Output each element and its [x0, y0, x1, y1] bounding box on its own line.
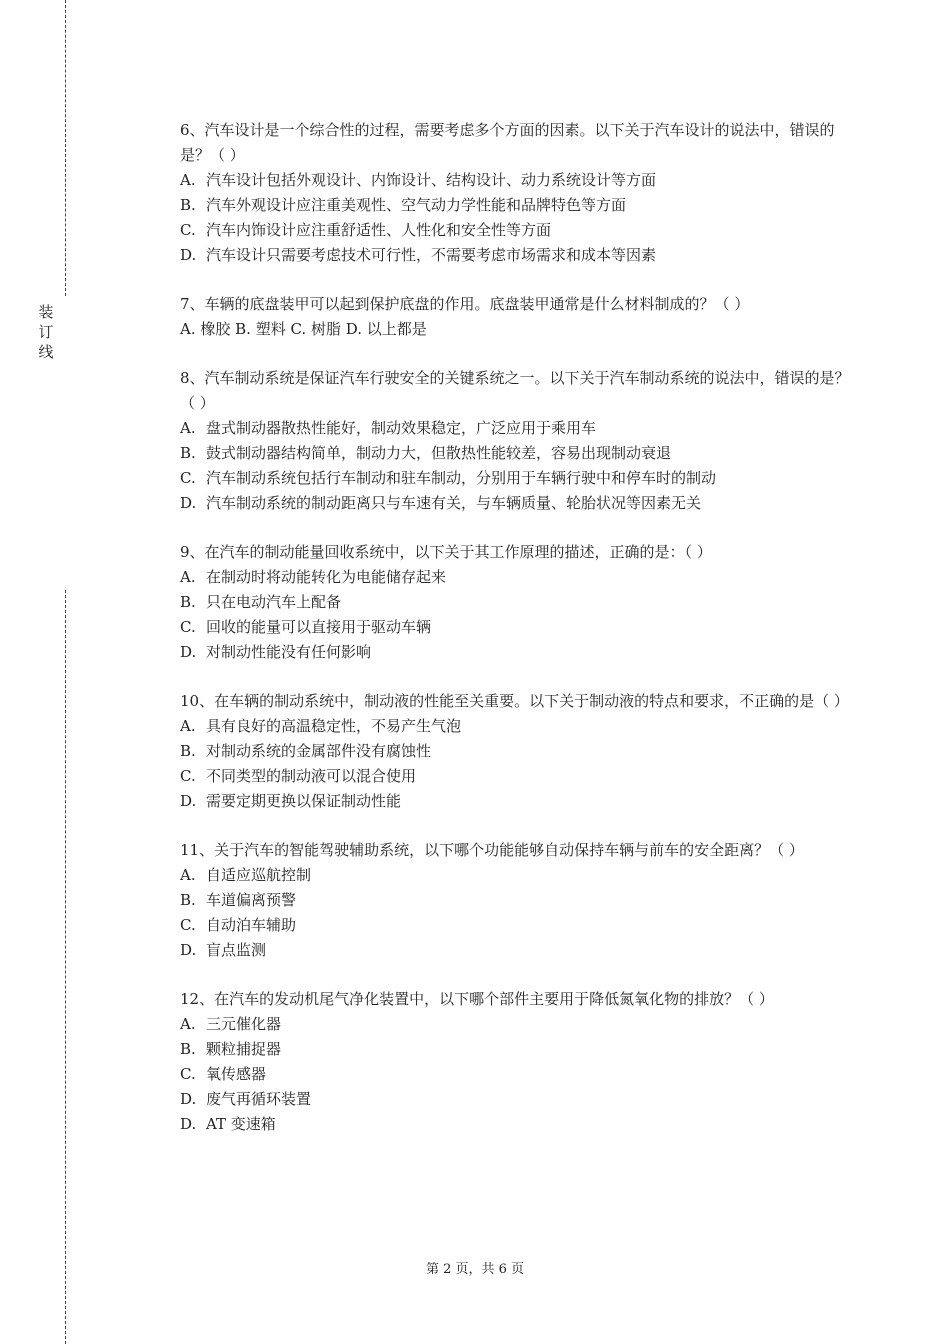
option-letter: D.: [180, 792, 197, 810]
option-text: 只在电动汽车上配备: [206, 593, 342, 611]
option-letter: B.: [180, 742, 196, 760]
option-text: 需要定期更换以保证制动性能: [206, 792, 402, 810]
option-letter: A.: [180, 419, 196, 437]
question-stem: 11、关于汽车的智能驾驶辅助系统，以下哪个功能能够自动保持车辆与前车的安全距离？（ ）: [180, 841, 804, 859]
option-text: 汽车设计只需要考虑技术可行性，不需要考虑市场需求和成本等因素: [206, 246, 657, 264]
option-c: [180, 913, 855, 938]
option-d: [180, 1087, 855, 1112]
option-letter: A.: [180, 1015, 196, 1033]
option-a: [180, 714, 855, 739]
option-letter: A.: [180, 717, 196, 735]
option-d-extra: [180, 1112, 855, 1137]
option-letter: B.: [180, 593, 196, 611]
option-letter: D.: [180, 1090, 197, 1108]
option-b: [180, 888, 855, 913]
question-stem: 6、汽车设计是一个综合性的过程，需要考虑多个方面的因素。以下关于汽车设计的说法中，错误的是？（ ）: [180, 121, 835, 164]
option-c: [180, 1062, 855, 1087]
option-letter: C.: [180, 767, 196, 785]
option-letter: A.: [180, 866, 196, 884]
option-letter: A.: [180, 568, 196, 586]
option-letter: D.: [180, 1115, 197, 1133]
option-letter: A.: [180, 171, 196, 189]
option-text: 对制动系统的金属部件没有腐蚀性: [206, 742, 432, 760]
option-text: 汽车制动系统的制动距离只与车速有关，与车辆质量、轮胎状况等因素无关: [206, 494, 702, 512]
option-letter: C.: [180, 916, 196, 934]
option-d: [180, 789, 855, 814]
option-b: [180, 1037, 855, 1062]
binding-line-label: [36, 302, 56, 362]
question-stem: 12、在汽车的发动机尾气净化装置中，以下哪个部件主要用于降低氮氧化物的排放？（ ）: [180, 990, 774, 1008]
option-text: 三元催化器: [206, 1015, 282, 1033]
option-a: [180, 168, 855, 193]
option-text: 汽车制动系统包括行车制动和驻车制动，分别用于车辆行驶中和停车时的制动: [206, 469, 717, 487]
option-d: [180, 938, 855, 963]
option-letter: D.: [180, 643, 197, 661]
option-d: [180, 491, 855, 516]
option-letter: B.: [180, 196, 196, 214]
option-text: 不同类型的制动液可以混合使用: [206, 767, 417, 785]
option-text: 汽车外观设计应注重美观性、空气动力学性能和品牌特色等方面: [206, 196, 627, 214]
option-c: [180, 764, 855, 789]
option-b: [180, 590, 855, 615]
question-11: [180, 838, 855, 963]
binding-dashed-line-bottom: [65, 590, 66, 1344]
option-d: [180, 243, 855, 268]
option-text: 具有良好的高温稳定性，不易产生气泡: [206, 717, 462, 735]
question-stem: 9、在汽车的制动能量回收系统中，以下关于其工作原理的描述，正确的是：（ ）: [180, 543, 712, 561]
question-stem: 8、汽车制动系统是保证汽车行驶安全的关键系统之一。以下关于汽车制动系统的说法中，错误的是？（ ）: [180, 369, 850, 412]
option-letter: B.: [180, 444, 196, 462]
option-text: 汽车内饰设计应注重舒适性、人性化和安全性等方面: [206, 221, 552, 239]
option-text: 汽车设计包括外观设计、内饰设计、结构设计、动力系统设计等方面: [206, 171, 657, 189]
option-d: [180, 640, 855, 665]
question-stem: 7、车辆的底盘装甲可以起到保护底盘的作用。底盘装甲通常是什么材料制成的？（ ）: [180, 295, 750, 313]
question-12: [180, 987, 855, 1137]
option-text: 自适应巡航控制: [206, 866, 312, 884]
option-letter: D.: [180, 246, 197, 264]
option-text: 自动泊车辅助: [206, 916, 297, 934]
option-b: [180, 739, 855, 764]
question-10: [180, 689, 855, 814]
option-text: 车道偏离预警: [206, 891, 297, 909]
page-number-footer: 第 2 页，共 6 页: [425, 1262, 525, 1277]
question-stem: 10、在车辆的制动系统中，制动液的性能至关重要。以下关于制动液的特点和要求，不正确的是（ ）: [180, 692, 849, 710]
binding-char: 装: [38, 303, 54, 321]
question-7: [180, 292, 855, 342]
option-text: 颗粒捕捉器: [206, 1040, 282, 1058]
option-list: [180, 168, 855, 268]
question-8: [180, 366, 855, 516]
option-c: [180, 466, 855, 491]
option-a: [180, 565, 855, 590]
option-text: 鼓式制动器结构简单，制动力大，但散热性能较差，容易出现制动衰退: [206, 444, 672, 462]
option-letter: B.: [180, 891, 196, 909]
option-text: 废气再循环装置: [206, 1090, 312, 1108]
inline-options: A. 橡胶 B. 塑料 C. 树脂 D. 以上都是: [180, 320, 427, 338]
option-text: 氧传感器: [206, 1065, 267, 1083]
option-letter: C.: [180, 618, 196, 636]
option-c: [180, 615, 855, 640]
option-text: 盘式制动器散热性能好，制动效果稳定，广泛应用于乘用车: [206, 419, 597, 437]
option-text: AT 变速箱: [206, 1115, 276, 1133]
option-list: [180, 416, 855, 516]
option-letter: C.: [180, 221, 196, 239]
option-list: [180, 565, 855, 665]
option-letter: C.: [180, 1065, 196, 1083]
option-a: [180, 863, 855, 888]
option-list: [180, 863, 855, 963]
option-letter: D.: [180, 494, 197, 512]
option-letter: D.: [180, 941, 197, 959]
option-text: 回收的能量可以直接用于驱动车辆: [206, 618, 432, 636]
option-text: 对制动性能没有任何影响: [206, 643, 372, 661]
binding-char: 订: [38, 323, 54, 341]
option-list: [180, 1012, 855, 1137]
option-c: [180, 218, 855, 243]
option-a: [180, 1012, 855, 1037]
binding-char: 线: [38, 343, 54, 361]
option-b: [180, 193, 855, 218]
question-9: [180, 540, 855, 665]
option-text: 盲点监测: [206, 941, 267, 959]
option-b: [180, 441, 855, 466]
question-list: [180, 118, 855, 1161]
option-text: 在制动时将动能转化为电能储存起来: [206, 568, 447, 586]
binding-dashed-line-top: [65, 0, 66, 296]
option-list: [180, 714, 855, 814]
option-a: [180, 416, 855, 441]
option-letter: B.: [180, 1040, 196, 1058]
option-letter: C.: [180, 469, 196, 487]
question-6: [180, 118, 855, 268]
